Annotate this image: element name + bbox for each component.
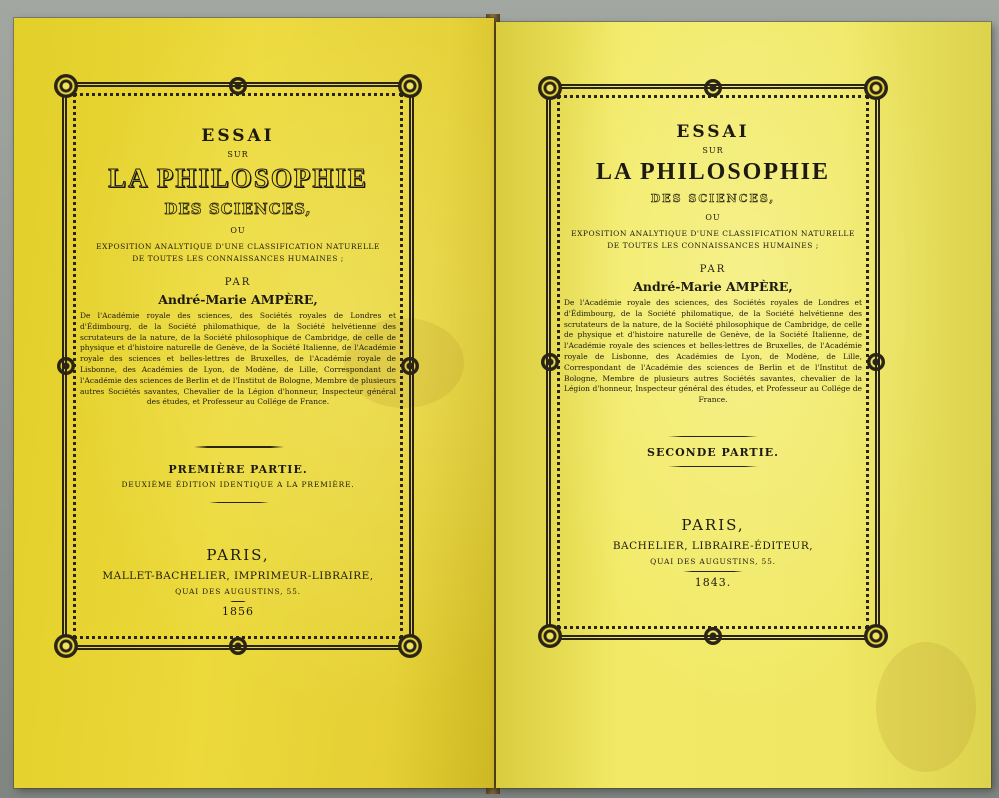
left-book-cover xyxy=(14,18,494,788)
imprint-address: QUAI DES AUGUSTINS, 55. xyxy=(175,587,301,596)
border-ornament-icon xyxy=(229,637,247,655)
part-label: PREMIÈRE PARTIE. xyxy=(168,463,308,476)
imprint-publisher: BACHELIER, LIBRAIRE-ÉDITEUR, xyxy=(612,540,814,552)
exposition-line-2: DE TOUTES LES CONNAISSANCES HUMAINES ; xyxy=(132,254,344,263)
corner-ornament-icon xyxy=(864,76,888,100)
border-ornament-icon xyxy=(401,357,419,375)
divider-rule xyxy=(683,571,743,572)
corner-ornament-icon xyxy=(538,76,562,100)
exposition-line-1: EXPOSITION ANALYTIQUE D'UNE CLASSIFICATION NATURELLE xyxy=(96,242,380,251)
divider-rule xyxy=(194,446,284,448)
divider-rule xyxy=(668,436,758,437)
par-label: PAR xyxy=(224,277,252,288)
border-ornament-icon xyxy=(229,77,247,95)
imprint-city: PARIS, xyxy=(681,516,745,534)
title-sur: SUR xyxy=(702,146,724,155)
imprint-year: 1843. xyxy=(694,576,732,589)
title-essai: ESSAI xyxy=(676,122,750,142)
divider-rule xyxy=(209,502,269,503)
right-title-page xyxy=(564,122,862,406)
title-subtitle: DES SCIENCES, xyxy=(650,192,776,205)
title-ou: OU xyxy=(230,226,246,235)
author-name: André-Marie AMPÈRE, xyxy=(158,292,318,307)
exposition-line-1: EXPOSITION ANALYTIQUE D'UNE CLASSIFICATION NATURELLE xyxy=(571,229,855,238)
imprint-address: QUAI DES AUGUSTINS, 55. xyxy=(650,557,776,566)
corner-ornament-icon xyxy=(398,634,422,658)
corner-ornament-icon xyxy=(54,74,78,98)
title-subtitle: DES SCIENCES, xyxy=(164,200,312,218)
title-main: LA PHILOSOPHIE xyxy=(595,159,831,185)
author-name: André-Marie AMPÈRE, xyxy=(633,279,793,294)
title-essai: ESSAI xyxy=(201,126,275,146)
title-sur: SUR xyxy=(227,150,249,159)
right-imprint xyxy=(564,516,862,589)
edition-note: DEUXIÈME ÉDITION IDENTIQUE A LA PREMIÈRE. xyxy=(121,480,355,489)
right-book-cover xyxy=(496,22,991,788)
border-ornament-icon xyxy=(541,353,559,371)
border-ornament-icon xyxy=(57,357,75,375)
border-ornament-icon xyxy=(704,627,722,645)
corner-ornament-icon xyxy=(538,624,562,648)
title-ou: OU xyxy=(705,213,721,222)
exposition-line-2: DE TOUTES LES CONNAISSANCES HUMAINES ; xyxy=(607,241,819,250)
corner-ornament-icon xyxy=(54,634,78,658)
right-part-block xyxy=(564,446,862,459)
corner-ornament-icon xyxy=(398,74,422,98)
author-credentials: De l'Académie royale des sciences, des Sociétés royales de Londres et d'Édimbourg, de la Société philomatique, de la Société helvétienne des scrutateurs de la nature, de la Société philosophique de Cambridge, de celle de physique et d'histoire naturelle de Genève, de la Société Italienne, de l'Académie royale des sciences et belles-lettres de Bruxelles, de l'Académie royale de Lisbonne, des Académies de Lyon, de Modène, de Lille, Correspondant de l'Académie des sciences de Berlin et de l'Institut de Bologne, Membre de plusieurs autres Sociétés savantes, chevalier de la Légion d'honneur, Inspecteur général des études, et Professeur au Collége de France. xyxy=(564,298,862,405)
part-label: SECONDE PARTIE. xyxy=(647,446,779,459)
imprint-city: PARIS, xyxy=(206,546,270,564)
left-title-page xyxy=(80,126,396,408)
left-imprint xyxy=(80,546,396,618)
par-label: PAR xyxy=(699,264,727,275)
left-part-block xyxy=(80,463,396,489)
imprint-year: 1856 xyxy=(222,605,254,618)
divider-rule xyxy=(668,466,758,467)
title-main: LA PHILOSOPHIE xyxy=(108,163,368,193)
border-ornament-icon xyxy=(867,353,885,371)
paper-stain xyxy=(876,642,976,772)
author-credentials: De l'Académie royale des sciences, des Sociétés royales de Londres et d'Édimbourg, de la Société philomathique, de la Société helvétienne des scrutateurs de la nature, de la Société philosophique de Cambridge, de celle de physique et d'histoire naturelle de Genève, de la Société Italienne, de l'Académie royale des sciences et belles-lettres de Bruxelles, de l'Académie royale de Lisbonne, des Académies de Lyon, de Modène, de Lille, Correspondant de l'Académie des sciences de Berlin et de l'Institut de Bologne, Membre de plusieurs autres Sociétés savantes, Chevalier de la Légion d'honneur, Inspecteur général des études, et Professeur au Collége de France. xyxy=(80,311,397,407)
corner-ornament-icon xyxy=(864,624,888,648)
imprint-publisher: MALLET-BACHELIER, IMPRIMEUR-LIBRAIRE, xyxy=(102,570,374,582)
divider-rule xyxy=(230,601,246,602)
border-ornament-icon xyxy=(704,79,722,97)
